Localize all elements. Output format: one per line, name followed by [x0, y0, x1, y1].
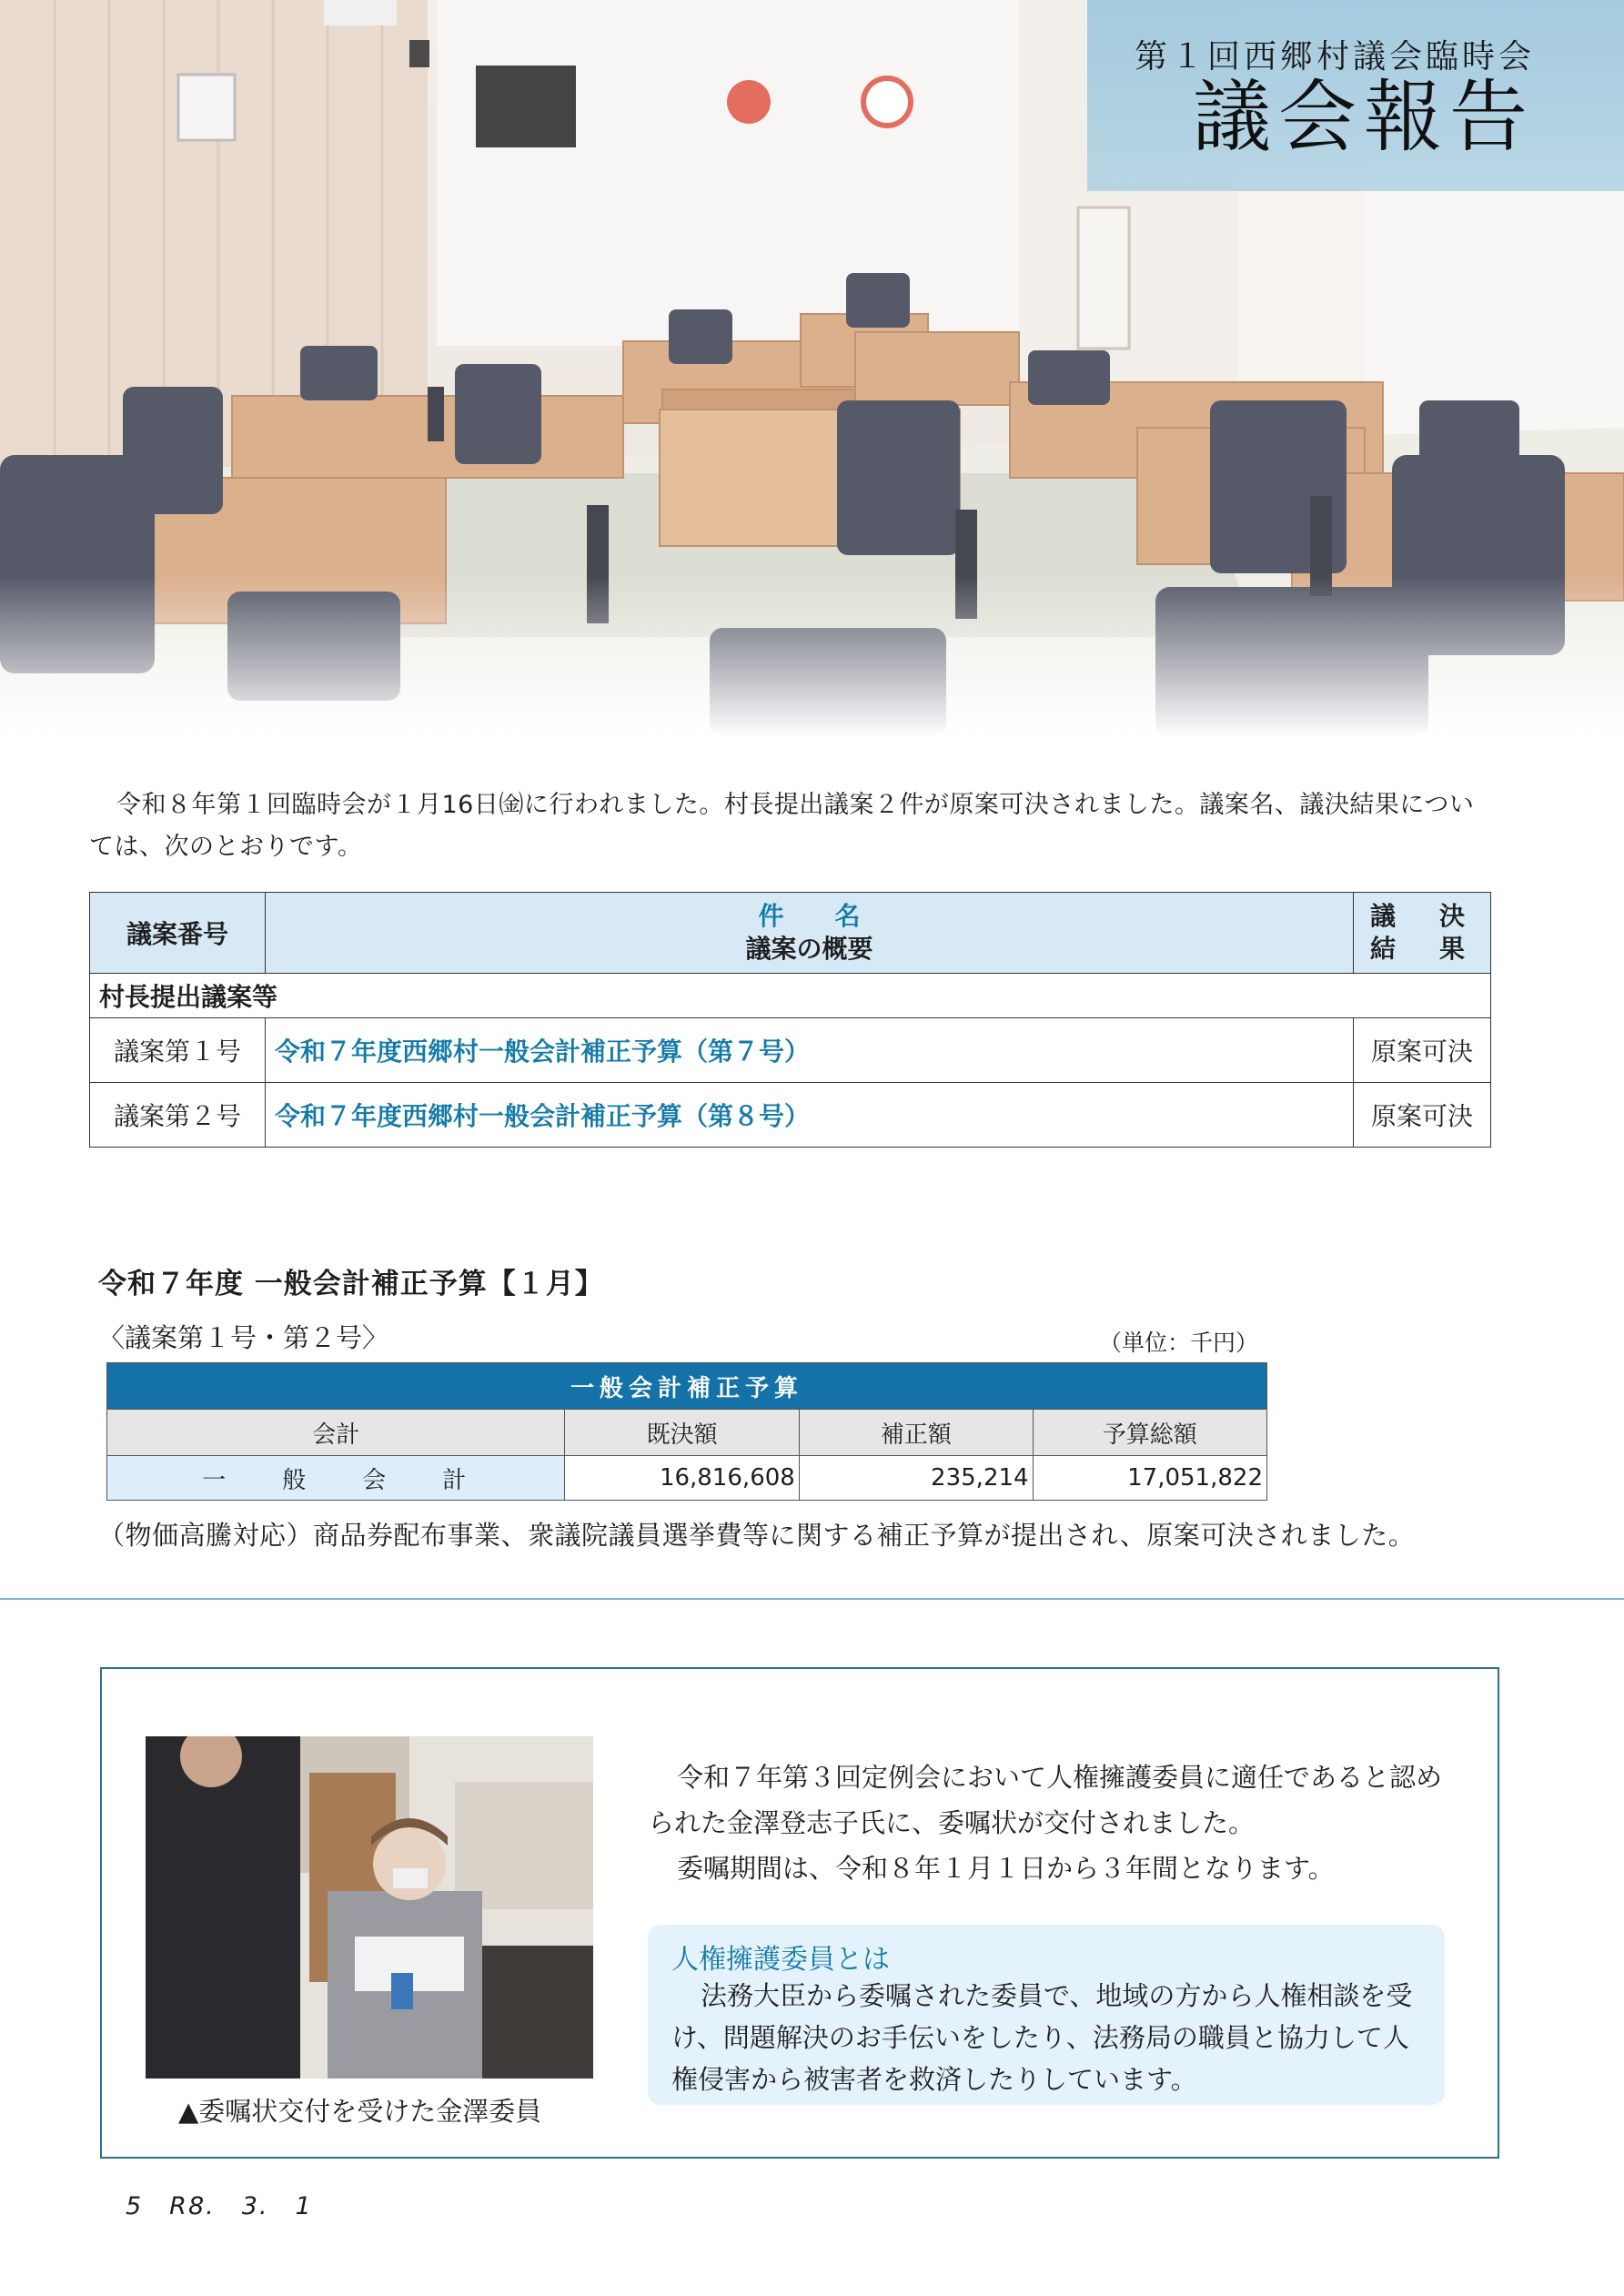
col-supplement: 補正額	[799, 1410, 1033, 1456]
budget-account: 一般会計	[107, 1456, 565, 1501]
info-title: 人権擁護委員とは	[671, 1944, 890, 1976]
budget-note: （物価高騰対応）商品券配布事業、衆議院議員選挙費等に関する補正予算が提出され、原案可決されました。	[98, 1520, 1416, 1551]
commission-paragraph-1: 令和７年第３回定例会において人権擁護委員に適任であると認められた金澤登志子氏に、委嘱状が交付されました。	[648, 1762, 1443, 1838]
col-title-line1: 件 名	[758, 901, 861, 931]
col-bill-title	[266, 893, 1354, 974]
budget-total: 17,051,822	[1033, 1456, 1266, 1501]
bill-number: 議案第２号	[90, 1083, 266, 1148]
bills-category: 村長提出議案等	[90, 974, 1491, 1018]
section-divider	[0, 1598, 1624, 1600]
bills-table-header	[90, 893, 1491, 974]
bill-result: 原案可決	[1354, 1083, 1491, 1148]
info-body: 法務大臣から委嘱された委員で、地域の方から人権相談を受け、問題解決のお手伝いをしたり、法務局の職員と協力して人権侵害から被害者を救済したりしています。	[671, 1980, 1413, 2095]
budget-existing: 16,816,608	[565, 1456, 799, 1501]
budget-band-row	[107, 1363, 1267, 1410]
commission-paragraph-2: 委嘱期間は、令和８年１月１日から３年間となります。	[677, 1853, 1335, 1884]
bills-category-row	[90, 974, 1491, 1018]
bills-table	[89, 892, 1491, 1148]
table-row	[107, 1456, 1267, 1501]
page-title: 議会報告	[1193, 72, 1535, 163]
col-title-line2: 議案の概要	[745, 934, 873, 964]
commission-text	[648, 1755, 1448, 1891]
bill-number: 議案第１号	[90, 1018, 266, 1083]
bill-result: 原案可決	[1354, 1018, 1491, 1083]
photo-caption: ▲委嘱状交付を受けた金澤委員	[178, 2096, 542, 2127]
bill-title: 令和７年度西郷村一般会計補正予算（第７号）	[266, 1018, 1354, 1083]
budget-table	[106, 1362, 1267, 1501]
col-result	[1354, 893, 1491, 974]
budget-band-title: 一般会計補正予算	[107, 1363, 1267, 1410]
col-total: 予算総額	[1033, 1410, 1266, 1456]
col-result-line2: 結 果	[1369, 934, 1474, 964]
table-row	[90, 1018, 1491, 1083]
table-row	[90, 1083, 1491, 1148]
budget-columns-row	[107, 1410, 1267, 1456]
budget-bills-label: 〈議案第１号・第２号〉	[98, 1322, 389, 1353]
bill-title: 令和７年度西郷村一般会計補正予算（第８号）	[266, 1083, 1354, 1148]
col-existing: 既決額	[565, 1410, 799, 1456]
col-bill-number: 議案番号	[90, 893, 266, 974]
budget-unit: （単位：千円）	[1099, 1330, 1259, 1356]
page-footer: 5 R8. 3. 1	[126, 2192, 313, 2220]
budget-supplement: 235,214	[799, 1456, 1033, 1501]
col-result-line1: 議 決	[1369, 901, 1474, 931]
session-label: 第１回西郷村議会臨時会	[1134, 38, 1535, 76]
intro-paragraph: 令和８年第１回臨時会が１月16日㈮に行われました。村長提出議案２件が原案可決されました。議案名、議決結果については、次のとおりです。	[89, 791, 1475, 861]
col-account: 会計	[107, 1410, 565, 1456]
commission-photo	[146, 1736, 593, 2079]
budget-heading: 令和７年度 一般会計補正予算【１月】	[98, 1268, 604, 1300]
